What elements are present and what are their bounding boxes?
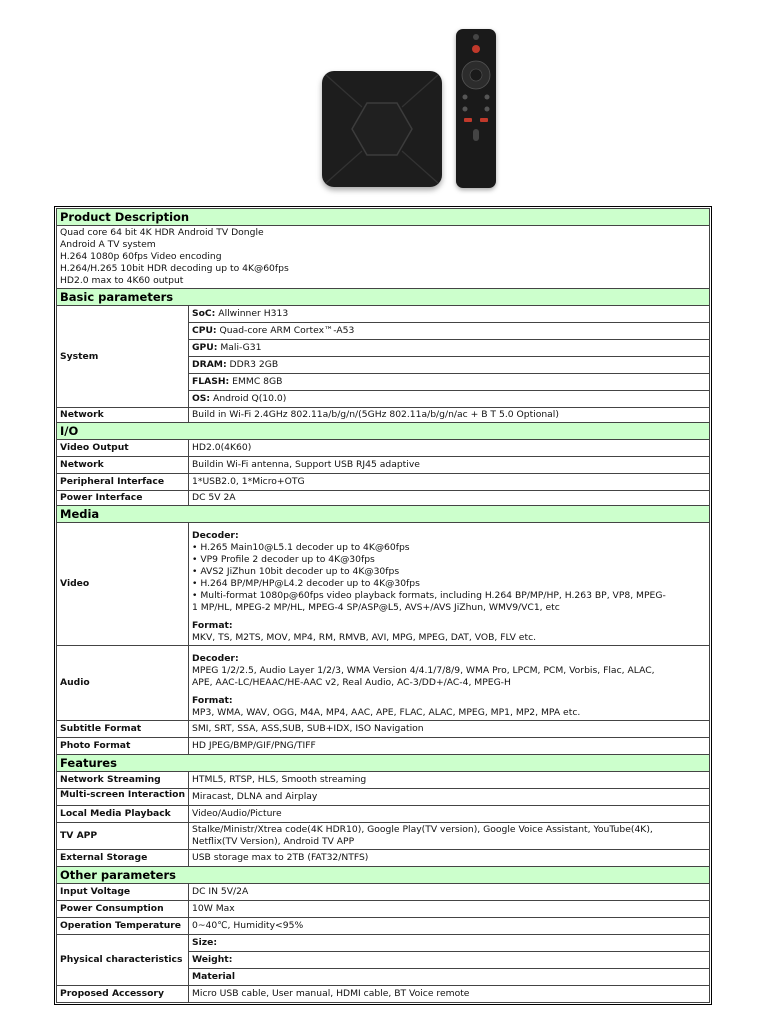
section-basic-parameters: Basic parameters — [57, 289, 710, 306]
external-storage-value: USB storage max to 2TB (FAT32/NTFS) — [189, 850, 710, 867]
power-consumption-value: 10W Max — [189, 901, 710, 918]
spec-flash: FLASH: EMMC 8GB — [189, 374, 710, 391]
spec-os: OS: Android Q(10.0) — [189, 391, 710, 408]
material-field: Material — [189, 969, 710, 986]
video-label: Video — [57, 523, 189, 646]
spec-gpu: GPU: Mali-G31 — [189, 340, 710, 357]
section-io: I/O — [57, 423, 710, 440]
input-voltage-value: DC IN 5V/2A — [189, 884, 710, 901]
proposed-accessory-label: Proposed Accessory — [57, 986, 189, 1003]
video-value: Decoder: • H.265 Main10@L5.1 decoder up to 4K@60fps • VP9 Profile 2 decoder up to 4K@30fps • AVS2 JiZhun 10bit decoder up to 4K@30fps • H.264 BP/MP/HP@L4.2 decoder up to 4K@30fps • Multi-format 1080p@60fps video playback formats, including H.264 BP/MP/HP, H.263 BP, VP8, MPEG- 1 MP/HL, MPEG-2 MP/HL, MPEG-4 SP/ASP@L5, AVS+/AVS JiZhun, WMV9/VC1, etc Format: MKV, TS, M2TS, MOV, MP4, RM, RMVB, AVI, MPG, MPEG, DAT, VOB, FLV etc. — [189, 523, 710, 646]
io-peripheral-label: Peripheral Interface — [57, 474, 189, 491]
section-product-description: Product Description — [57, 209, 710, 226]
io-network-value: Buildin Wi-Fi antenna, Support USB RJ45 adaptive — [189, 457, 710, 474]
io-power-value: DC 5V 2A — [189, 491, 710, 506]
size-field: Size: — [189, 935, 710, 952]
local-playback-value: Video/Audio/Picture — [189, 806, 710, 823]
spec-table — [54, 206, 712, 1005]
tv-app-label: TV APP — [57, 823, 189, 850]
streaming-value: HTML5, RTSP, HLS, Smooth streaming — [189, 772, 710, 789]
audio-label: Audio — [57, 646, 189, 721]
io-network-label: Network — [57, 457, 189, 474]
tv-app-value: Stalke/Ministr/Xtrea code(4K HDR10), Google Play(TV version), Google Voice Assistant, YouTube(4K), Netflix(TV Version), Android TV APP — [189, 823, 710, 850]
operation-temperature-value: 0~40℃, Humidity<95% — [189, 918, 710, 935]
spec-soc: SoC: Allwinner H313 — [189, 306, 710, 323]
system-label: System — [57, 306, 189, 408]
streaming-label: Network Streaming — [57, 772, 189, 789]
io-video-output-label: Video Output — [57, 440, 189, 457]
photo-value: HD JPEG/BMP/GIF/PNG/TIFF — [189, 738, 710, 755]
remote-control-image — [456, 29, 496, 188]
subtitle-label: Subtitle Format — [57, 721, 189, 738]
io-power-label: Power Interface — [57, 491, 189, 506]
subtitle-value: SMI, SRT, SSA, ASS,SUB, SUB+IDX, ISO Navigation — [189, 721, 710, 738]
external-storage-label: External Storage — [57, 850, 189, 867]
tv-box-image — [322, 71, 442, 187]
proposed-accessory-value: Micro USB cable, User manual, HDMI cable, BT Voice remote — [189, 986, 710, 1003]
basic-network-value: Build in Wi-Fi 2.4GHz 802.11a/b/g/n/(5GHz 802.11a/b/g/n/ac + B T 5.0 Optional) — [189, 408, 710, 423]
spec-dram: DRAM: DDR3 2GB — [189, 357, 710, 374]
io-peripheral-value: 1*USB2.0, 1*Micro+OTG — [189, 474, 710, 491]
spec-cpu: CPU: Quad-core ARM Cortex™-A53 — [189, 323, 710, 340]
audio-value: Decoder: MPEG 1/2/2.5, Audio Layer 1/2/3, WMA Version 4/4.1/7/8/9, WMA Pro, LPCM, PCM, Vorbis, Flac, ALAC, APE, AAC-LC/HEAAC/HE-AAC v2, Real Audio, AC-3/DD+/AC-4, MPEG-H Format: MP3, WMA, WAV, OGG, M4A, MP4, AAC, APE, FLAC, ALAC, MPEG, MP1, MP2, MPA etc. — [189, 646, 710, 721]
multiscreen-value: Miracast, DLNA and Airplay — [189, 789, 710, 806]
photo-label: Photo Format — [57, 738, 189, 755]
product-description-text: Quad core 64 bit 4K HDR Android TV Dongle Android A TV system H.264 1080p 60fps Video encoding H.264/H.265 10bit HDR decoding up to 4K@60fps HD2.0 max to 4K60 output — [57, 226, 710, 289]
physical-characteristics-label: Physical characteristics — [57, 935, 189, 986]
power-consumption-label: Power Consumption — [57, 901, 189, 918]
product-image — [0, 0, 768, 205]
multiscreen-label: Multi-screen Interaction — [57, 789, 189, 806]
section-media: Media — [57, 506, 710, 523]
basic-network-label: Network — [57, 408, 189, 423]
operation-temperature-label: Operation Temperature — [57, 918, 189, 935]
local-playback-label: Local Media Playback — [57, 806, 189, 823]
section-other-parameters: Other parameters — [57, 867, 710, 884]
io-video-output-value: HD2.0(4K60) — [189, 440, 710, 457]
section-features: Features — [57, 755, 710, 772]
weight-field: Weight: — [189, 952, 710, 969]
input-voltage-label: Input Voltage — [57, 884, 189, 901]
